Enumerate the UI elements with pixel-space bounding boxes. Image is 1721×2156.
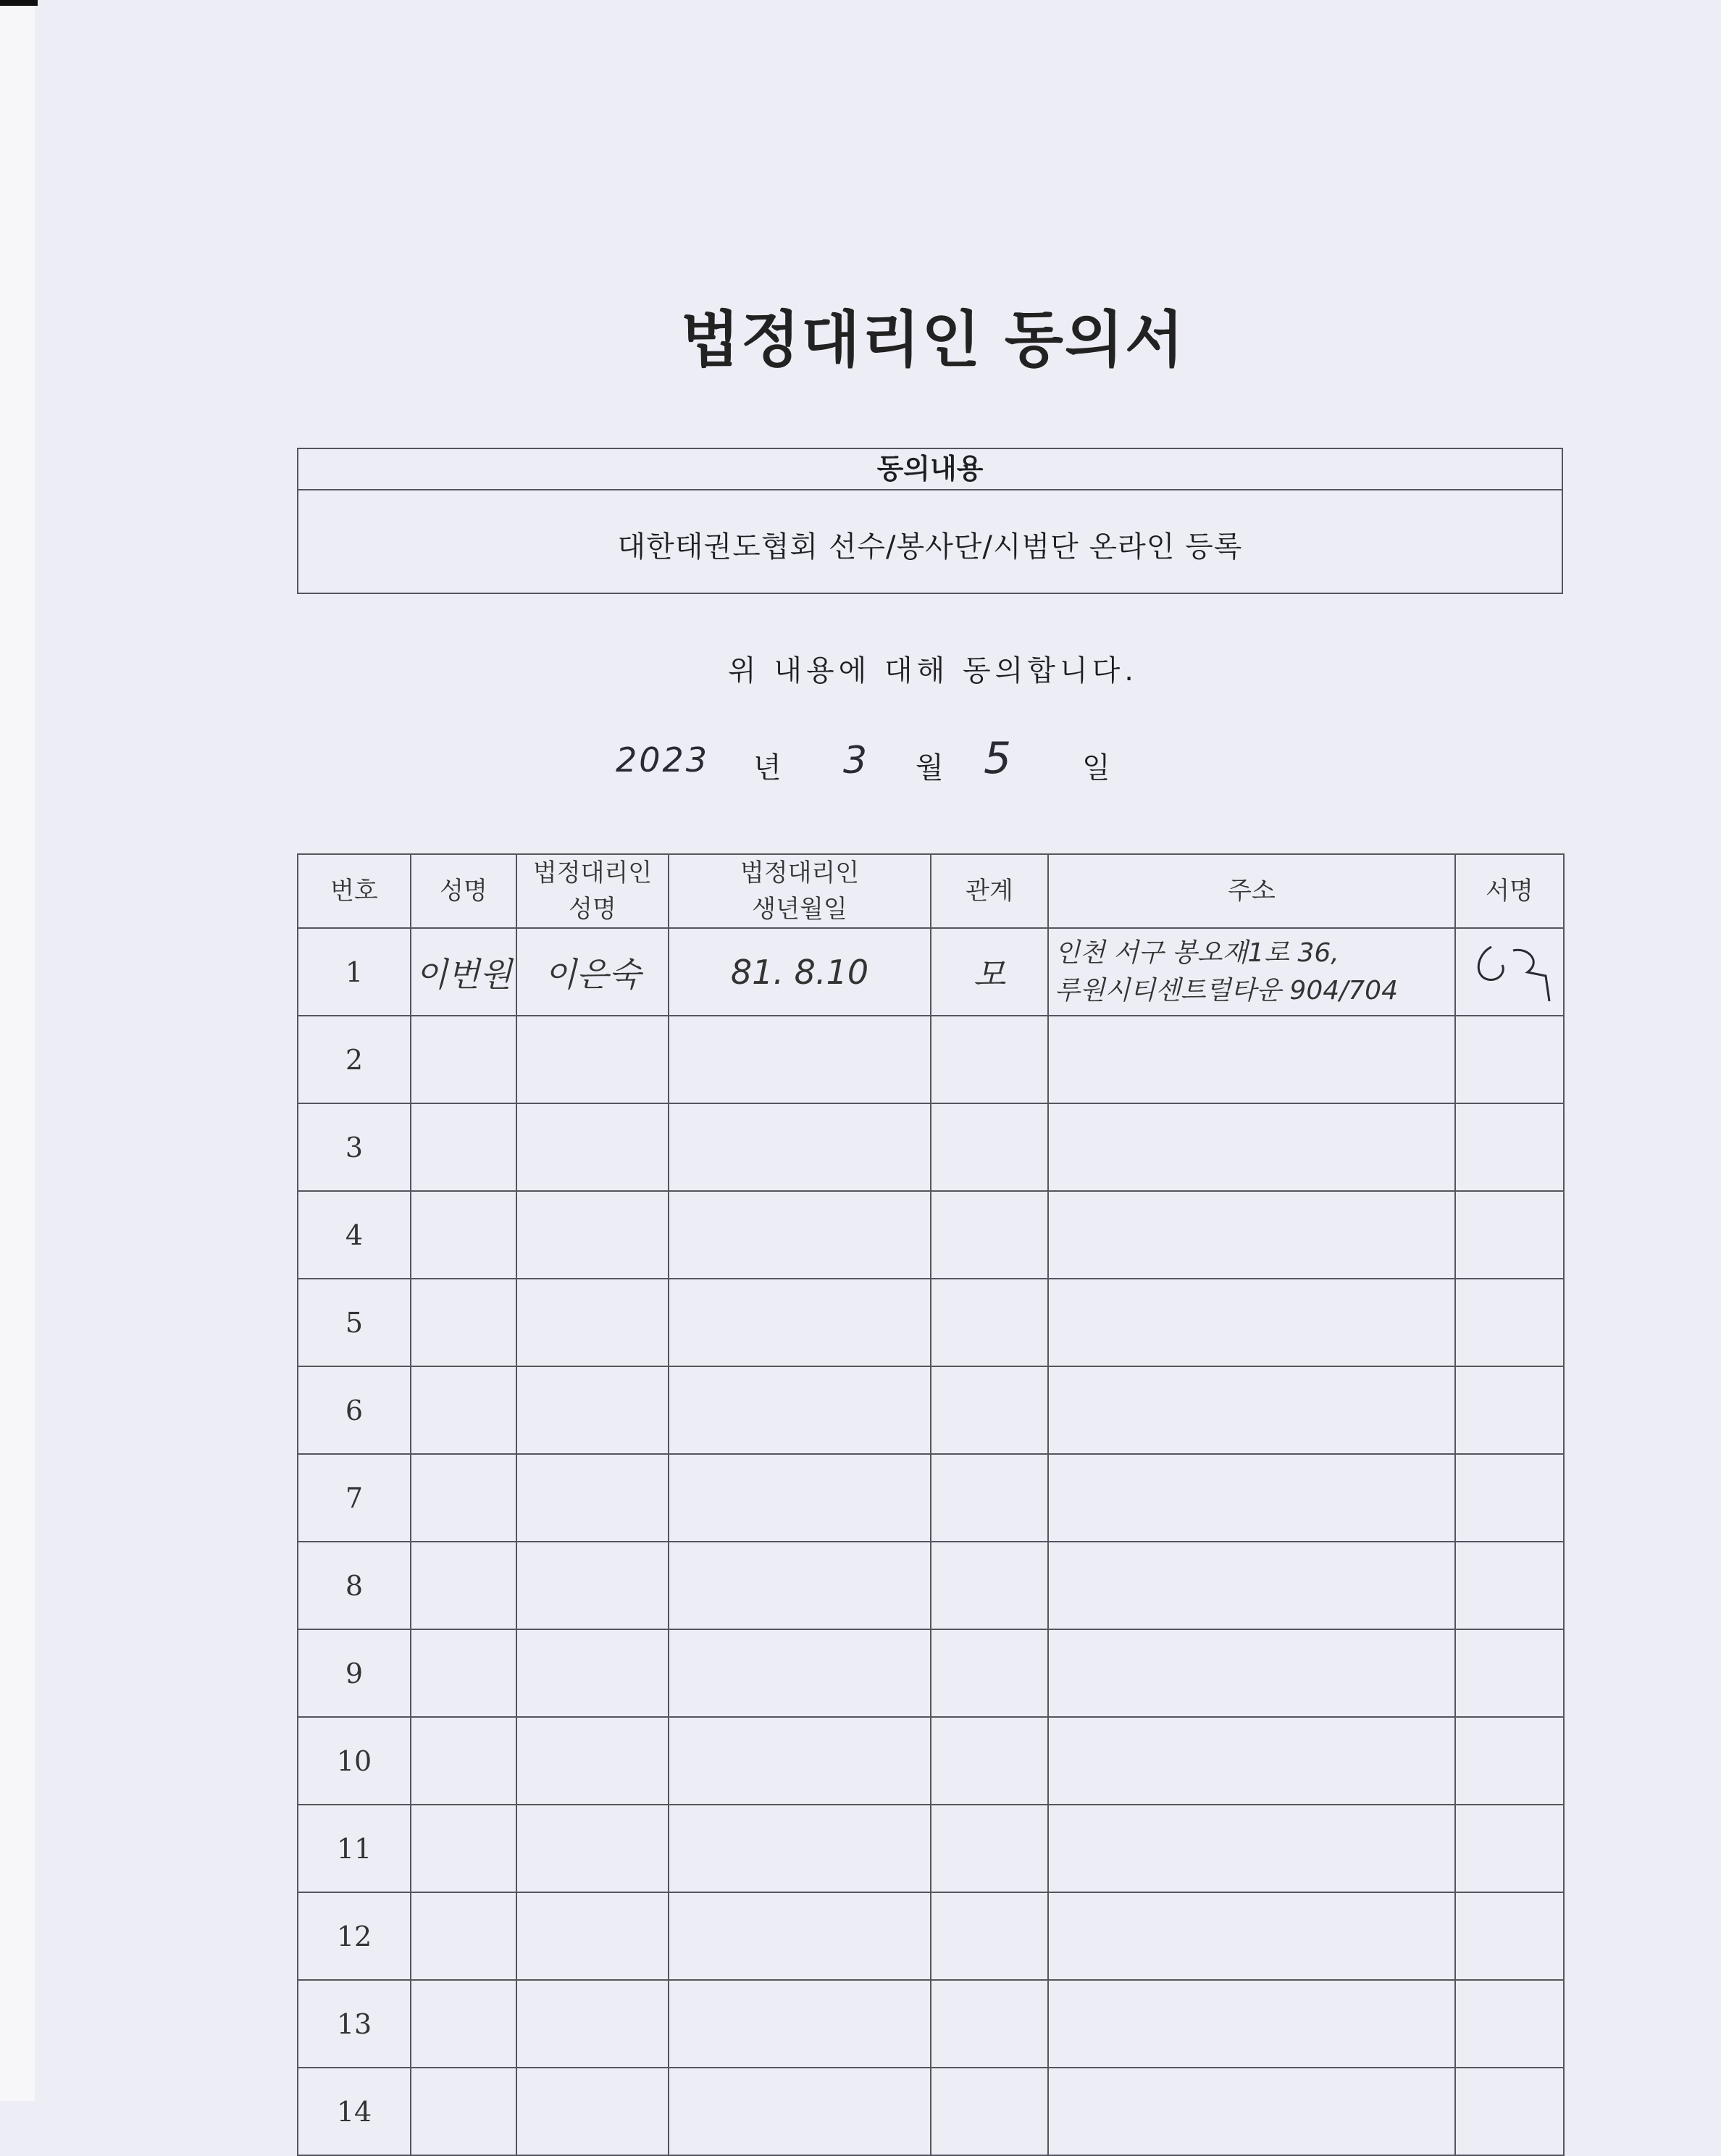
address-line-1: 인천 서구 봉오재1로 36,	[1055, 937, 1339, 968]
cell-address	[1048, 1892, 1455, 1980]
cell-guardian-name	[516, 2068, 669, 2155]
cell-name	[411, 1892, 516, 1980]
cell-signature	[1455, 1016, 1564, 1103]
cell-name: 이번원	[411, 928, 516, 1016]
cell-address	[1048, 1279, 1455, 1366]
header-address: 주소	[1048, 854, 1455, 928]
cell-relation	[931, 1366, 1048, 1454]
cell-name	[411, 1629, 516, 1717]
cell-relation	[931, 1892, 1048, 1980]
cell-signature	[1455, 1366, 1564, 1454]
header-name: 성명	[411, 854, 516, 928]
cell-guardian-name: 이은숙	[516, 928, 669, 1016]
table-row	[298, 928, 1564, 1016]
cell-address	[1048, 1980, 1455, 2068]
consent-box	[297, 448, 1563, 594]
cell-guardian-birth	[669, 1980, 931, 2068]
table-row	[298, 1892, 1564, 1980]
cell-address	[1048, 1016, 1455, 1103]
cell-no: 7	[298, 1454, 411, 1542]
header-guardian-birth: 법정대리인 생년월일	[669, 854, 931, 928]
cell-relation	[931, 1016, 1048, 1103]
header-no: 번호	[298, 854, 411, 928]
cell-relation	[931, 1629, 1048, 1717]
cell-no: 12	[298, 1892, 411, 1980]
scan-corner-mark	[0, 0, 38, 6]
cell-address	[1048, 1103, 1455, 1191]
date-day-value: 5	[984, 733, 1012, 784]
cell-no: 5	[298, 1279, 411, 1366]
cell-name	[411, 1103, 516, 1191]
cell-no: 3	[298, 1103, 411, 1191]
cell-name	[411, 2068, 516, 2155]
cell-name	[411, 1016, 516, 1103]
cell-signature	[1455, 2068, 1564, 2155]
table-row	[298, 1279, 1564, 1366]
cell-relation	[931, 1103, 1048, 1191]
cell-relation	[931, 1191, 1048, 1279]
cell-name	[411, 1454, 516, 1542]
cell-guardian-birth	[669, 1892, 931, 1980]
table-row	[298, 1191, 1564, 1279]
cell-guardian-name	[516, 1103, 669, 1191]
cell-name	[411, 1717, 516, 1805]
cell-address	[1048, 928, 1455, 1016]
cell-relation	[931, 1980, 1048, 2068]
handwritten-signature	[1462, 932, 1557, 1005]
cell-name	[411, 1542, 516, 1629]
cell-relation	[931, 2068, 1048, 2155]
cell-signature	[1455, 1629, 1564, 1717]
table-row	[298, 2068, 1564, 2155]
date-month-value: 3	[843, 739, 868, 782]
cell-guardian-birth	[669, 1103, 931, 1191]
date-month-label: 월	[916, 751, 944, 785]
registration-table	[297, 853, 1565, 2156]
table-row	[298, 1717, 1564, 1805]
table-row	[298, 1629, 1564, 1717]
agree-statement: 위 내용에 대해 동의합니다.	[728, 654, 1138, 688]
table-row	[298, 1366, 1564, 1454]
cell-name	[411, 1805, 516, 1892]
cell-no: 1	[298, 928, 411, 1016]
table-row	[298, 1980, 1564, 2068]
cell-name	[411, 1191, 516, 1279]
cell-guardian-birth	[669, 1454, 931, 1542]
cell-guardian-name	[516, 1717, 669, 1805]
cell-no: 10	[298, 1717, 411, 1805]
cell-signature	[1455, 1191, 1564, 1279]
date-year-label: 년	[753, 751, 782, 785]
cell-no: 4	[298, 1191, 411, 1279]
cell-guardian-name	[516, 1454, 669, 1542]
header-relation: 관계	[931, 854, 1048, 928]
cell-relation	[931, 1279, 1048, 1366]
cell-relation	[931, 1805, 1048, 1892]
cell-guardian-name	[516, 1542, 669, 1629]
cell-guardian-name	[516, 1629, 669, 1717]
cell-relation: 모	[931, 928, 1048, 1016]
cell-guardian-birth: 81. 8.10	[669, 928, 931, 1016]
cell-guardian-birth	[669, 1366, 931, 1454]
header-signature: 서명	[1455, 854, 1564, 928]
document-title: 법정대리인 동의서	[680, 304, 1186, 375]
consent-content: 대한태권도협회 선수/봉사단/시범단 온라인 등록	[617, 530, 1243, 564]
cell-address	[1048, 1191, 1455, 1279]
cell-guardian-name	[516, 1892, 669, 1980]
cell-guardian-birth	[669, 1629, 931, 1717]
cell-no: 14	[298, 2068, 411, 2155]
table-row	[298, 1103, 1564, 1191]
cell-no: 6	[298, 1366, 411, 1454]
cell-guardian-name	[516, 1805, 669, 1892]
cell-guardian-birth	[669, 2068, 931, 2155]
cell-relation	[931, 1542, 1048, 1629]
table-row	[298, 1805, 1564, 1892]
cell-no: 9	[298, 1629, 411, 1717]
date-row	[0, 733, 1721, 790]
cell-guardian-name	[516, 1191, 669, 1279]
cell-signature	[1455, 1279, 1564, 1366]
cell-address	[1048, 1454, 1455, 1542]
table-header-row	[298, 854, 1564, 928]
table-row	[298, 1016, 1564, 1103]
cell-signature	[1455, 1805, 1564, 1892]
cell-signature	[1455, 1103, 1564, 1191]
cell-name	[411, 1366, 516, 1454]
cell-signature	[1455, 1454, 1564, 1542]
cell-guardian-birth	[669, 1542, 931, 1629]
cell-signature	[1455, 928, 1564, 1016]
cell-address	[1048, 1717, 1455, 1805]
cell-signature	[1455, 1980, 1564, 2068]
cell-guardian-name	[516, 1279, 669, 1366]
cell-guardian-birth	[669, 1016, 931, 1103]
cell-name	[411, 1980, 516, 2068]
cell-no: 8	[298, 1542, 411, 1629]
address-line-2: 루원시티센트럴타운 904/704	[1055, 975, 1398, 1006]
cell-guardian-name	[516, 1366, 669, 1454]
cell-address	[1048, 1366, 1455, 1454]
cell-signature	[1455, 1717, 1564, 1805]
table-row	[298, 1542, 1564, 1629]
cell-no: 11	[298, 1805, 411, 1892]
cell-signature	[1455, 1542, 1564, 1629]
consent-heading: 동의내용	[298, 449, 1562, 490]
cell-guardian-birth	[669, 1191, 931, 1279]
cell-guardian-birth	[669, 1717, 931, 1805]
cell-relation	[931, 1454, 1048, 1542]
date-day-label: 일	[1082, 751, 1110, 785]
cell-name	[411, 1279, 516, 1366]
header-guardian-name: 법정대리인 성명	[516, 854, 669, 928]
cell-address	[1048, 2068, 1455, 2155]
cell-guardian-birth	[669, 1279, 931, 1366]
date-year-value: 2023	[616, 740, 710, 780]
cell-address	[1048, 1542, 1455, 1629]
cell-signature	[1455, 1892, 1564, 1980]
cell-guardian-birth	[669, 1805, 931, 1892]
cell-address	[1048, 1629, 1455, 1717]
cell-guardian-name	[516, 1016, 669, 1103]
table-row	[298, 1454, 1564, 1542]
cell-guardian-name	[516, 1980, 669, 2068]
cell-relation	[931, 1717, 1048, 1805]
cell-address	[1048, 1805, 1455, 1892]
cell-no: 2	[298, 1016, 411, 1103]
cell-no: 13	[298, 1980, 411, 2068]
